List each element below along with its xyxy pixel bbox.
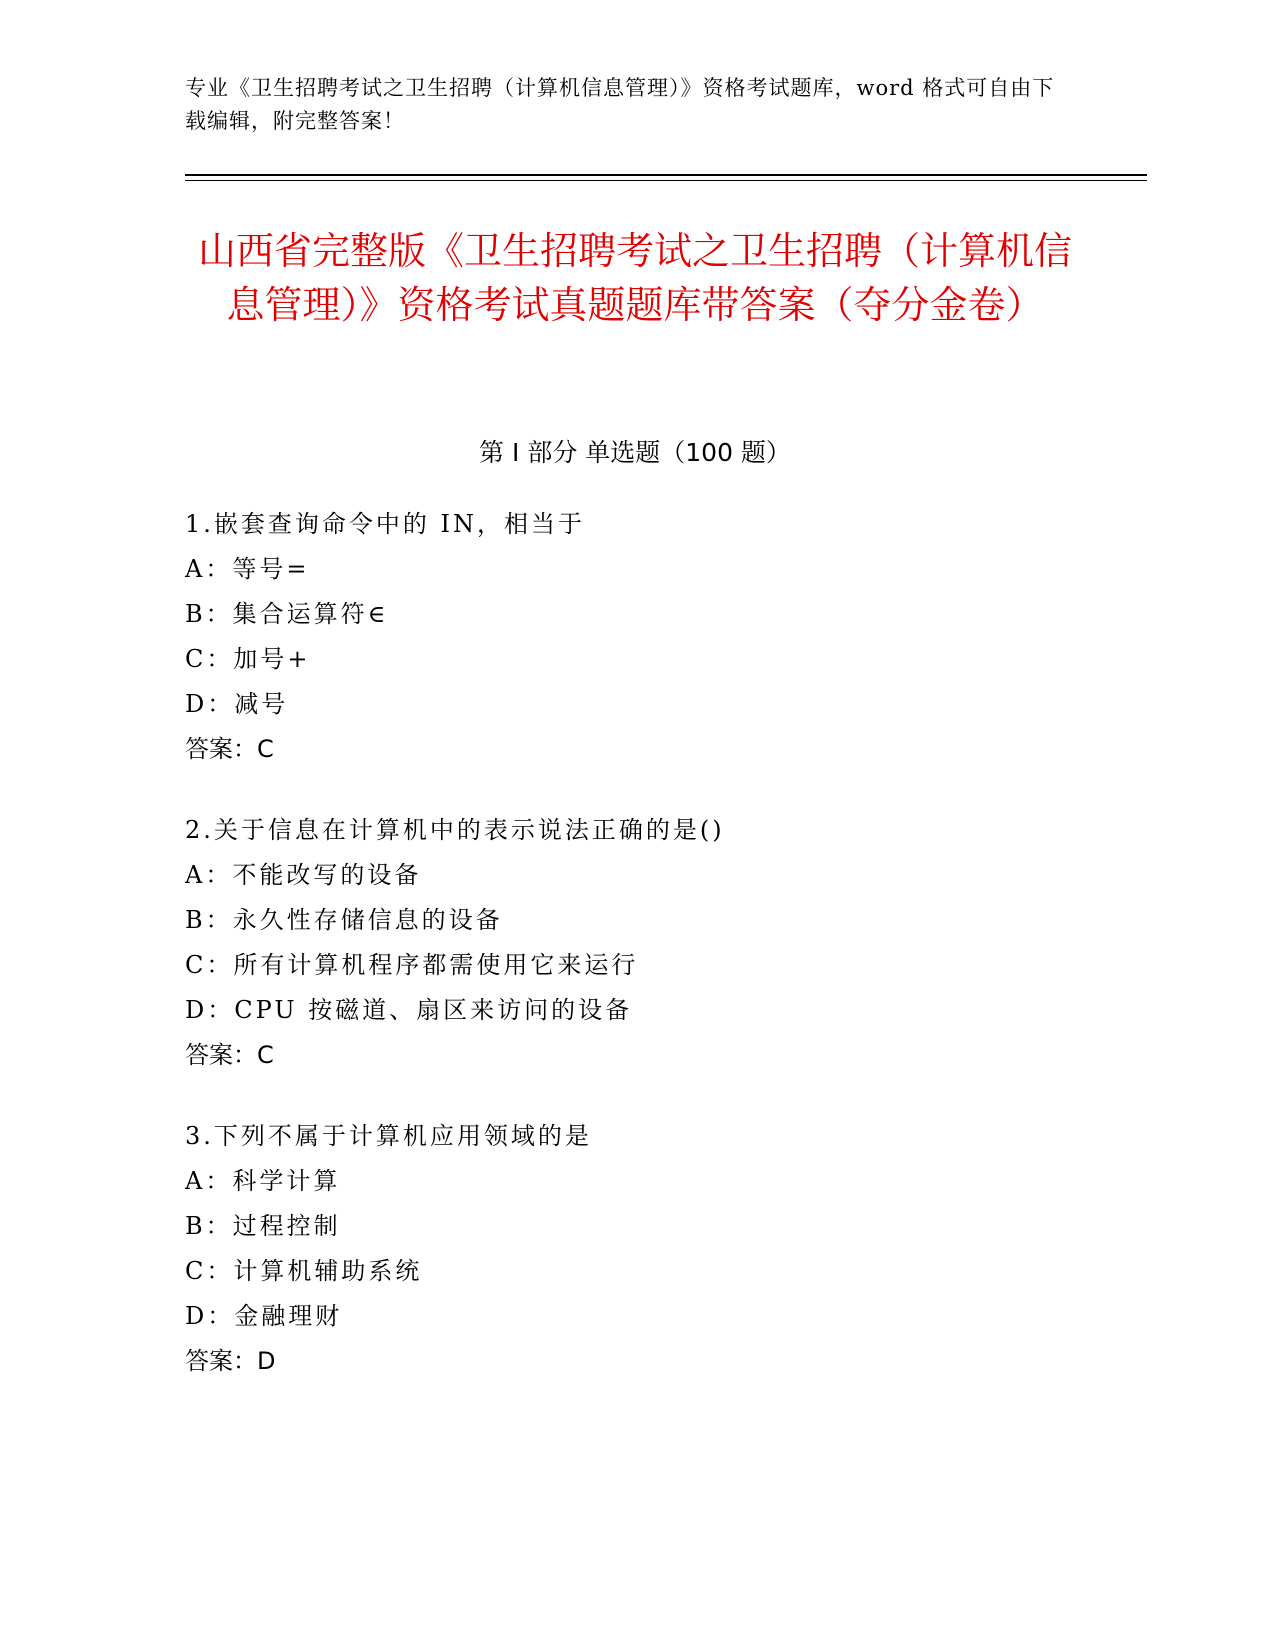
option-b: B：过程控制 (185, 1212, 341, 1240)
header-divider-thin (185, 180, 1147, 181)
header-divider-thick (185, 174, 1147, 176)
question-3 (185, 1114, 1085, 1384)
option-a: A：科学计算 (185, 1167, 341, 1195)
document-title: 山西省完整版《卫生招聘考试之卫生招聘（计算机信息管理）》资格考试真题题库带答案（夺分金卷） (197, 229, 1072, 327)
answer: 答案：D (185, 1347, 276, 1375)
option-c: C：加号+ (185, 645, 311, 673)
question-stem: 3.下列不属于计算机应用领域的是 (185, 1122, 592, 1150)
option-d: D：CPU 按磁道、扇区来访问的设备 (185, 996, 633, 1024)
option-a: A：不能改写的设备 (185, 861, 422, 889)
option-d: D：金融理财 (185, 1302, 343, 1330)
option-a: A：等号= (185, 555, 310, 583)
header-note: 专业《卫生招聘考试之卫生招聘（计算机信息管理）》资格考试题库，word 格式可自由下载编辑，附完整答案！ (185, 76, 1055, 133)
question-1 (185, 502, 1085, 772)
option-b: B：永久性存储信息的设备 (185, 906, 503, 934)
question-stem: 1.嵌套查询命令中的 IN，相当于 (185, 510, 586, 538)
section-title: 第 I 部分 单选题（100 题） (479, 438, 791, 467)
question-2 (185, 808, 1085, 1078)
option-c: C：计算机辅助系统 (185, 1257, 423, 1285)
answer: 答案：C (185, 1041, 274, 1069)
question-stem: 2.关于信息在计算机中的表示说法正确的是() (185, 816, 725, 844)
option-c: C：所有计算机程序都需使用它来运行 (185, 951, 639, 979)
answer: 答案：C (185, 735, 274, 763)
option-d: D：减号 (185, 690, 289, 718)
option-b: B：集合运算符∈ (185, 600, 389, 628)
